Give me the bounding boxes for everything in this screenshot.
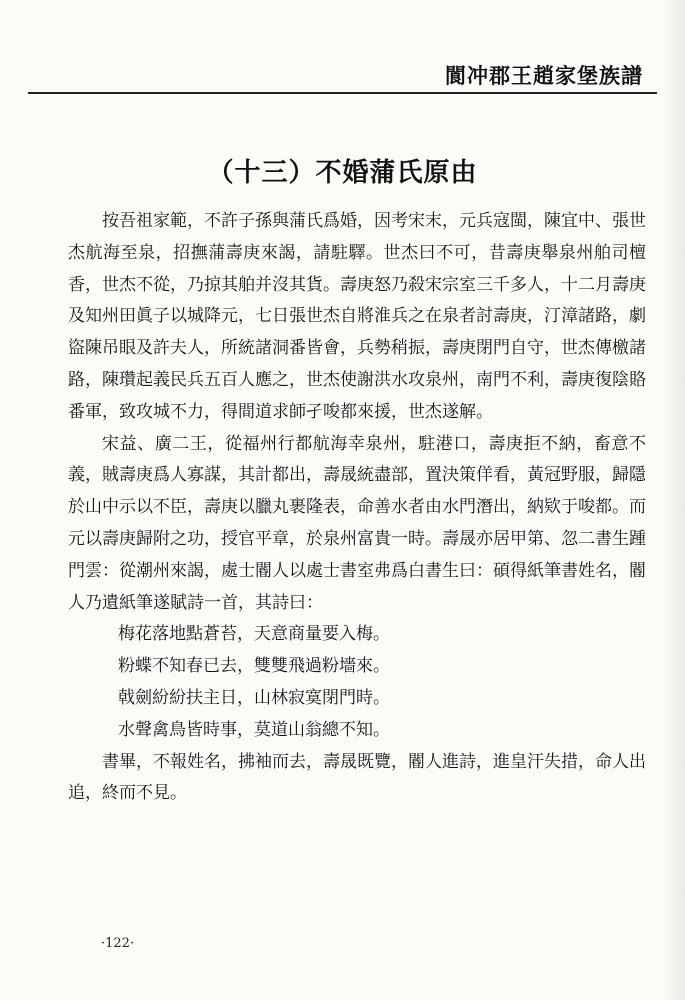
- section-title: （十三）不婚蒲氏原由: [207, 158, 478, 188]
- paragraph-1: 按吾祖家範，不許子孫與蒲氏爲婚，因考宋末，元兵寇閩，陳宜中、張世杰航海至泉，招撫蒲壽庚來謁，請駐驛。世杰曰不可，昔壽庚舉泉州舶司檀香，世杰不從，乃掠其舶并沒其貨。壽庚怒乃殺宋宗室三千多人，十二月壽庚及知州田眞子以城降元，七日張世杰自將淮兵之在泉者討壽庚，汀漳諸路，劇盜陳吊眼及許夫人，所統諸洞番皆會，兵勢稍振，壽庚閉門自守，世杰傳檄諸路，陳瓚起義民兵五百人應之，世杰使謝洪水攻泉州，南門不利，壽庚復陰賂番軍，致攻城不力，得間道求師孑唆都來援，世杰遂解。: [68, 211, 646, 422]
- page-number: ·122·: [101, 936, 135, 951]
- poem-line-1: 梅花落地點蒼苔，天意商量要入梅。: [118, 624, 390, 645]
- poem-line-4: 水聲禽鳥皆時事，莫道山翁總不知。: [118, 719, 390, 740]
- header-title: 閬冲郡王趙家堡族譜: [445, 64, 643, 88]
- closing-paragraph: 書畢，不報姓名，拂袖而去，壽晟既覽，閽人進詩，進皇汗失措，命人出追，終而不見。: [68, 751, 646, 804]
- poem-line-3: 戟劍紛紛扶主日，山林寂寞閉門時。: [118, 687, 390, 708]
- paragraph-2: 宋益、廣二王，從福州行都航海幸泉州，駐港口，壽庚拒不納，畜意不義，賊壽庚爲人寡謀，其計都出，壽晟統盡部，置決策佯看，黃冠野服，歸隱於山中示以不臣，壽庚以臘丸裹隆表，命善水者由水門潛出，納欵于唆都。而元以壽庚歸附之功，授官平章，於泉州富貴一時。壽晟亦居甲第、忽二書生踵門雲：從潮州來謁，處士閽人以處士書室弗爲白書生曰：碩得紙筆書姓名，閽人乃遺紙筆遂賦詩一首，其詩曰：: [68, 433, 646, 613]
- body-text: [68, 206, 646, 810]
- running-header: [28, 54, 657, 94]
- poem-line-2: 粉蝶不知春已去，雙雙飛過粉墻來。: [118, 656, 390, 677]
- scan-edge-shadow: [663, 0, 685, 1000]
